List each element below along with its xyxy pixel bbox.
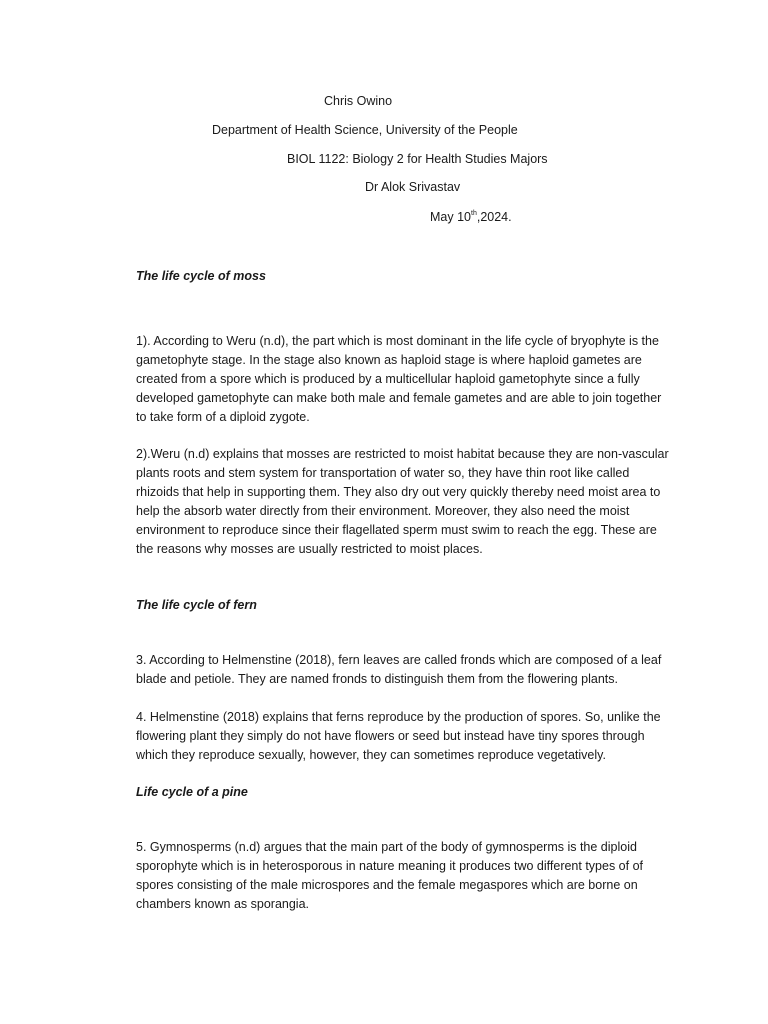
heading-pine: Life cycle of a pine xyxy=(136,785,248,799)
paragraph-line: developed gametophyte can make both male and female gametes and are able to join together xyxy=(136,391,662,405)
paragraph-1 xyxy=(136,332,681,427)
heading-moss: The life cycle of moss xyxy=(136,269,266,283)
paragraph-line: plants roots and stem system for transportation of water so, they have thin root like called xyxy=(136,466,630,480)
paragraph-line: 2).Weru (n.d) explains that mosses are restricted to moist habitat because they are non-vascular xyxy=(136,447,669,461)
date-superscript: th xyxy=(471,210,477,217)
paragraph-line: the reasons why mosses are usually restricted to moist places. xyxy=(136,542,483,556)
paragraph-4 xyxy=(136,708,681,765)
paragraph-line: flowering plant they simply do not have flowers or seed but instead have tiny spores through xyxy=(136,729,645,743)
paragraph-line: 4. Helmenstine (2018) explains that ferns reproduce by the production of spores. So, unlike the xyxy=(136,710,661,724)
paragraph-line: 1). According to Weru (n.d), the part which is most dominant in the life cycle of bryophyte is the xyxy=(136,334,659,348)
department: Department of Health Science, University of the People xyxy=(212,123,518,137)
paragraph-2 xyxy=(136,445,681,559)
heading-fern: The life cycle of fern xyxy=(136,598,257,612)
paragraph-line: rhizoids that help in supporting them. They also dry out very quickly thereby need moist area to xyxy=(136,485,661,499)
paragraph-line: chambers known as sporangia. xyxy=(136,897,310,911)
date-suffix: ,2024. xyxy=(476,210,512,224)
date-line xyxy=(430,208,512,227)
paragraph-line: spores consisting of the male microspores and the female megaspores which are borne on xyxy=(136,878,638,892)
paragraph-line: to take form of a diploid zygote. xyxy=(136,410,310,424)
paragraph-line: help the absorb water directly from their environment. Moreover, they also need the moist xyxy=(136,504,630,518)
paragraph-line: gametophyte stage. In the stage also known as haploid stage is where haploid gametes are xyxy=(136,353,642,367)
paragraph-line: blade and petiole. They are named fronds to distinguish them from the flowering plants. xyxy=(136,672,618,686)
paragraph-line: which they reproduce sexually, however, they can sometimes reproduce vegetatively. xyxy=(136,748,606,762)
course-title: BIOL 1122: Biology 2 for Health Studies Majors xyxy=(287,152,548,166)
paragraph-line: created from a spore which is produced by a multicellular haploid gametophyte since a fully xyxy=(136,372,640,386)
paragraph-line: 5. Gymnosperms (n.d) argues that the main part of the body of gymnosperms is the diploid xyxy=(136,840,637,854)
paragraph-3 xyxy=(136,651,681,689)
author-name: Chris Owino xyxy=(324,94,393,108)
date-prefix: May 10 xyxy=(430,210,471,224)
paragraph-line: environment to reproduce since their flagellated sperm must swim to reach the egg. These are xyxy=(136,523,657,537)
paragraph-line: 3. According to Helmenstine (2018), fern leaves are called fronds which are composed of a leaf xyxy=(136,653,662,667)
paragraph-line: sporophyte which is in heterosporous in nature meaning it produces two different types of of xyxy=(136,859,644,873)
paragraph-5 xyxy=(136,838,681,914)
instructor-name: Dr Alok Srivastav xyxy=(365,180,461,194)
